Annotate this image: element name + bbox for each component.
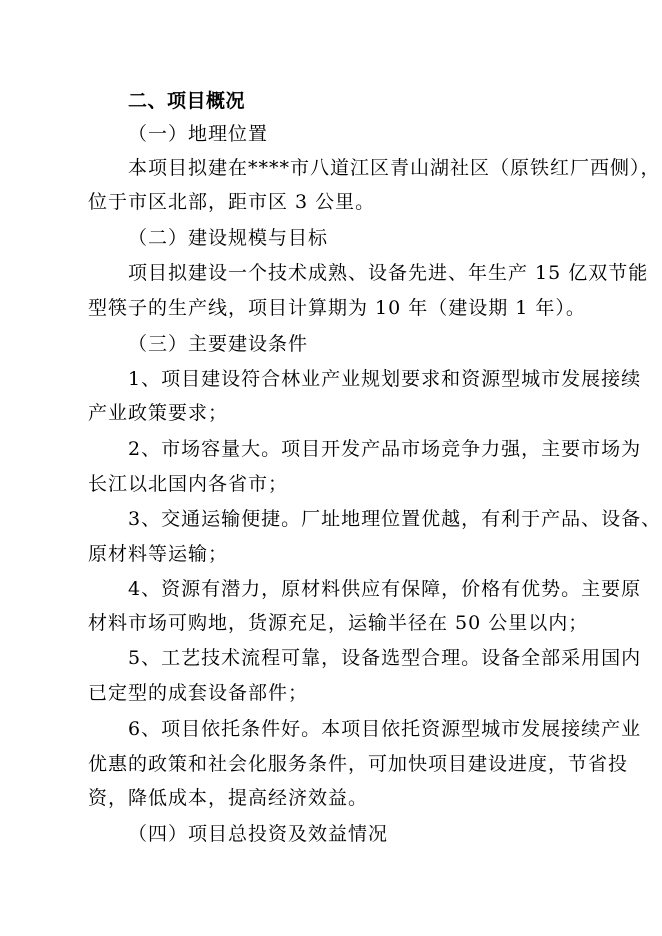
list-item-line: 原材料等运输； — [88, 543, 229, 565]
list-item-line: 产业政策要求； — [88, 402, 229, 424]
subsection-title-investment: （四）项目总投资及效益情况 — [128, 823, 389, 845]
list-item-line: 3、交通运输便捷。厂址地理位置优越，有利于产品、设备、 — [128, 508, 662, 530]
list-item-line: 资，降低成本，提高经济效益。 — [88, 787, 369, 809]
list-item-line: 4、资源有潜力，原材料供应有保障，价格有优势。主要原 — [128, 578, 642, 600]
list-item-line: 长江以北国内各省市； — [88, 473, 289, 495]
paragraph-line: 项目拟建设一个技术成熟、设备先进、年生产 15 亿双节能 — [128, 262, 649, 284]
subsection-title-conditions: （三）主要建设条件 — [128, 333, 309, 355]
list-item-line: 材料市场可购地，货源充足，运输半径在 50 公里以内； — [88, 612, 589, 634]
list-item-line: 已定型的成套设备部件； — [88, 682, 309, 704]
subsection-title-location: （一）地理位置 — [128, 123, 269, 145]
paragraph-line: 位于市区北部，距市区 3 公里。 — [88, 191, 376, 213]
subsection-title-scale: （二）建设规模与目标 — [128, 227, 329, 249]
list-item-line: 2、市场容量大。项目开发产品市场竞争力强，主要市场为 — [128, 438, 642, 460]
paragraph-line: 本项目拟建在****市八道江区青山湖社区（原铁红厂西侧）， — [128, 157, 661, 179]
list-item-line: 1、项目建设符合林业产业规划要求和资源型城市发展接续 — [128, 368, 642, 390]
list-item-line: 5、工艺技术流程可靠，设备选型合理。设备全部采用国内 — [128, 647, 642, 669]
list-item-line: 6、项目依托条件好。本项目依托资源型城市发展接续产业 — [128, 718, 642, 740]
list-item-line: 优惠的政策和社会化服务条件，可加快项目建设进度，节省投 — [88, 753, 629, 775]
section-title: 二、项目概况 — [128, 90, 246, 112]
paragraph-line: 型筷子的生产线，项目计算期为 10 年（建设期 1 年）。 — [88, 297, 586, 319]
